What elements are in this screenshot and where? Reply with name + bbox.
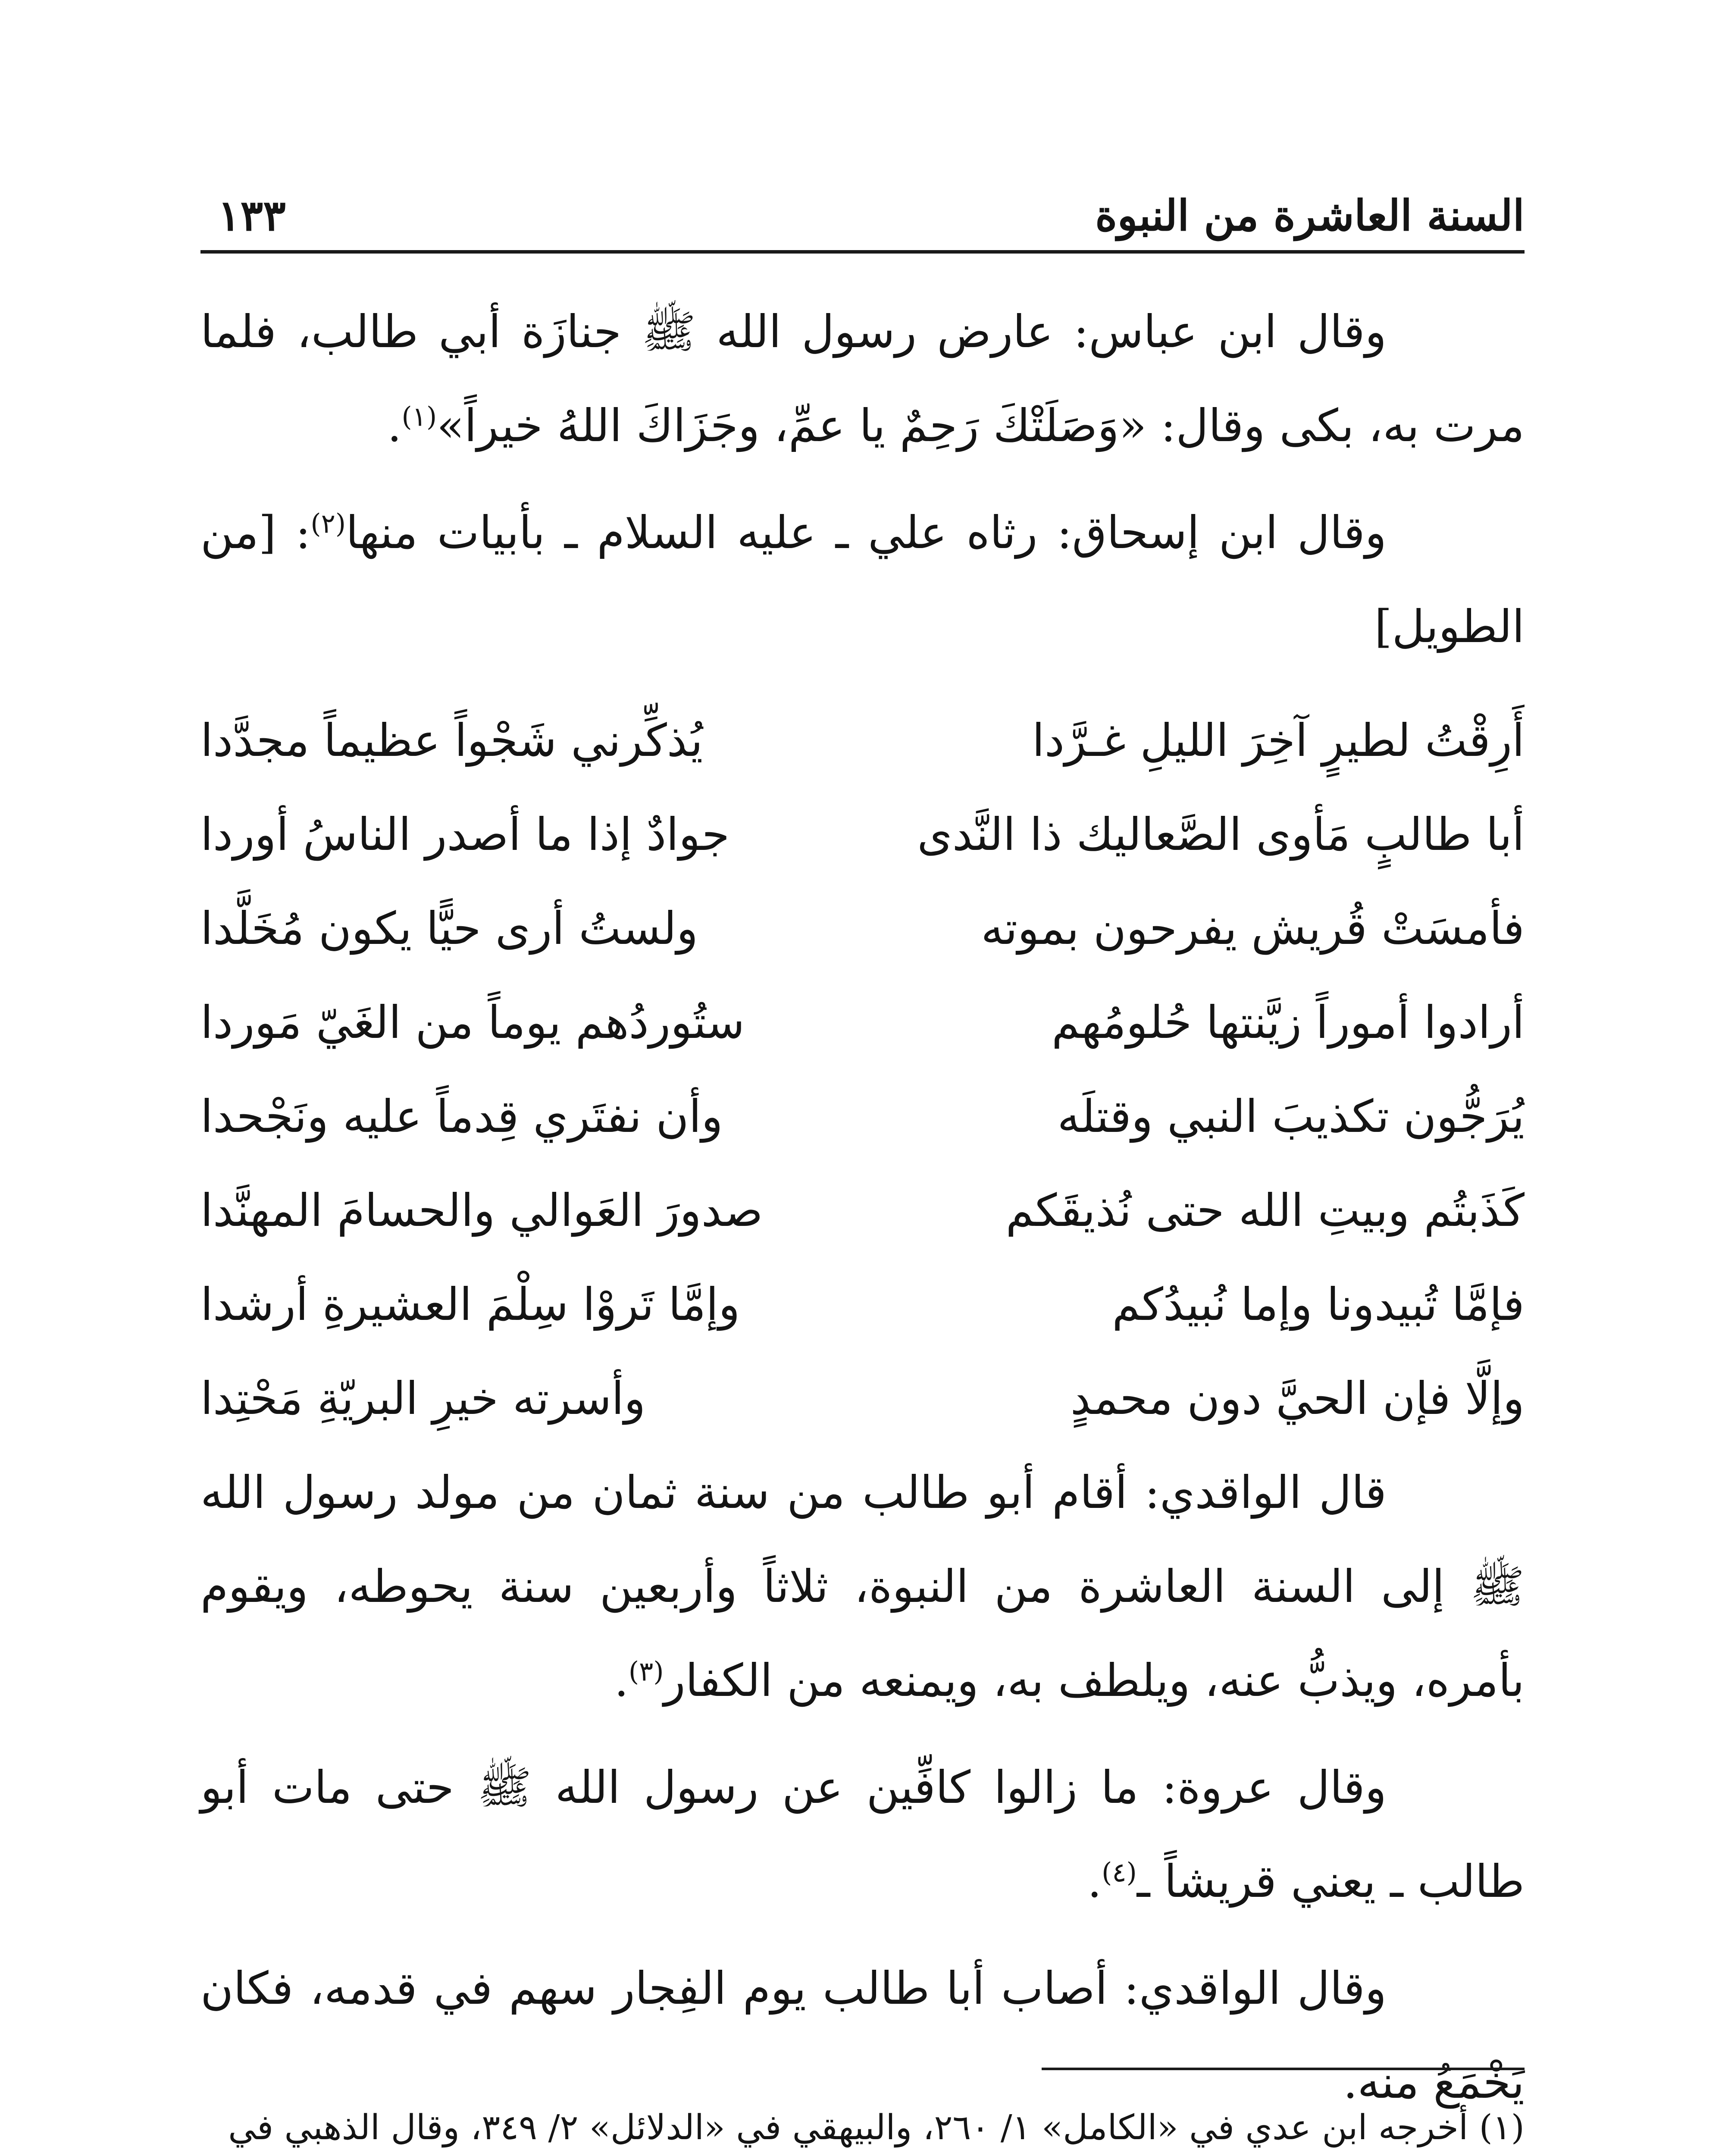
verse-line — [200, 1351, 1525, 1445]
verse-second-hemistich: وأسرته خيرِ البريّةِ مَحْتِدا — [200, 1372, 646, 1425]
main-text — [200, 285, 1525, 2156]
verse-line — [200, 881, 1525, 975]
paragraph-end: . — [614, 1654, 629, 1707]
verse-first-hemistich: كَذَبتُم وبيتِ الله حتى نُذيقَكم — [1005, 1184, 1525, 1237]
paragraph-end: . — [387, 399, 402, 452]
poem — [200, 693, 1525, 1445]
verse-line — [200, 787, 1525, 881]
paragraph-end: . — [1087, 1855, 1102, 1908]
paragraph-waqidi — [200, 1445, 1525, 1727]
footnote-1-line1: (١) أخرجه ابن عدي في «الكامل» ١/ ٢٦٠، والبيهقي في «الدلائل» ٢/ ٣٤٩، وقال الذهبي في — [228, 2107, 1525, 2147]
paragraph-urwa — [200, 1740, 1525, 1928]
verse-second-hemistich: ستُوردُهم يوماً من الغَيّ مَوردا — [200, 996, 745, 1049]
verse-first-hemistich: وإلَّا فإن الحيَّ دون محمدٍ — [1070, 1372, 1525, 1425]
footnote-ref-4: (٤) — [1102, 1856, 1137, 1888]
footnote-divider — [1042, 2068, 1525, 2070]
footnote-ref-2: (٢) — [310, 508, 346, 539]
verse-second-hemistich: يُذكِّرني شَجْواً عظيماً مجدَّدا — [200, 714, 703, 767]
paragraph-text: قال الواقدي: أقام أبو طالب من سنة ثمان من مولد رسول الله ﷺ إلى السنة العاشرة من النبوة، ثلاثاً وأربعين سنة يحوطه، ويقوم بأمره، ويذبُّ عنه، ويلطف به، ويمنعه من الكفار — [200, 1466, 1525, 1707]
verse-second-hemistich: جوادٌ إذا ما أصدر الناسُ أوردا — [200, 808, 730, 861]
verse-line — [200, 1257, 1525, 1351]
verse-second-hemistich: صدورَ العَوالي والحسامَ المهنَّدا — [200, 1184, 763, 1237]
footnotes — [200, 2096, 1525, 2156]
verse-second-hemistich: وأن نفتَري قِدماً عليه ونَجْحدا — [200, 1090, 723, 1143]
verse-second-hemistich: وإمَّا تَروْا سِلْمَ العشيرةِ أرشدا — [200, 1278, 740, 1331]
verse-first-hemistich: فأمسَتْ قُريش يفرحون بموته — [981, 902, 1525, 955]
paragraph-text: وقال عروة: ما زالوا كافِّين عن رسول الله ﷺ حتى مات أبو طالب ـ يعني قريشاً ـ — [200, 1761, 1525, 1908]
verse-line — [200, 1069, 1525, 1163]
verse-first-hemistich: فإمَّا تُبيدونا وإما نُبيدُكم — [1112, 1278, 1525, 1331]
verse-line — [200, 693, 1525, 787]
meter-label: : [من الطويل] — [200, 506, 1525, 653]
paragraph-text: وقال ابن عباس: عارض رسول الله ﷺ جنازَة أبي طالب، فلما مرت به، بكى وقال: «وَصَلَتْكَ رَحِمٌ يا عمِّ، وجَزَاكَ اللهُ خيراً» — [200, 305, 1525, 452]
verse-first-hemistich: أَرِقْتُ لطيرٍ آخِرَ الليلِ غـرَّدا — [1032, 714, 1525, 767]
verse-first-hemistich: أبا طالبٍ مَأوى الصَّعاليك ذا النَّدى — [917, 808, 1525, 861]
verse-line — [200, 1163, 1525, 1257]
paragraph-ibn-abbas — [200, 285, 1525, 473]
paragraph-ibn-ishaq — [200, 486, 1525, 674]
paragraph-waqidi-fijar: وقال الواقدي: أصاب أبا طالب يوم الفِجار سهم في قدمه، فكان يَخْمَعُ منه. — [200, 1962, 1525, 2109]
verse-second-hemistich: ولستُ أرى حيًّا يكون مُخَلَّدا — [200, 902, 698, 955]
footnote-1 — [200, 2096, 1525, 2156]
footnote-ref-1: (١) — [401, 401, 437, 432]
running-header — [200, 155, 1525, 254]
page-number: ١٣٣ — [218, 191, 286, 241]
paragraph-text: وقال ابن إسحاق: رثاه علي ـ عليه السلام ـ بأبيات منها — [346, 506, 1387, 559]
verse-first-hemistich: يُرَجُّون تكذيبَ النبي وقتلَه — [1057, 1090, 1525, 1143]
verse-first-hemistich: أرادوا أموراً زيَّنتها حُلومُهم — [1052, 996, 1525, 1049]
verse-line — [200, 975, 1525, 1069]
chapter-title: السنة العاشرة من النبوة — [1095, 191, 1525, 241]
footnote-ref-3: (٣) — [628, 1655, 664, 1687]
